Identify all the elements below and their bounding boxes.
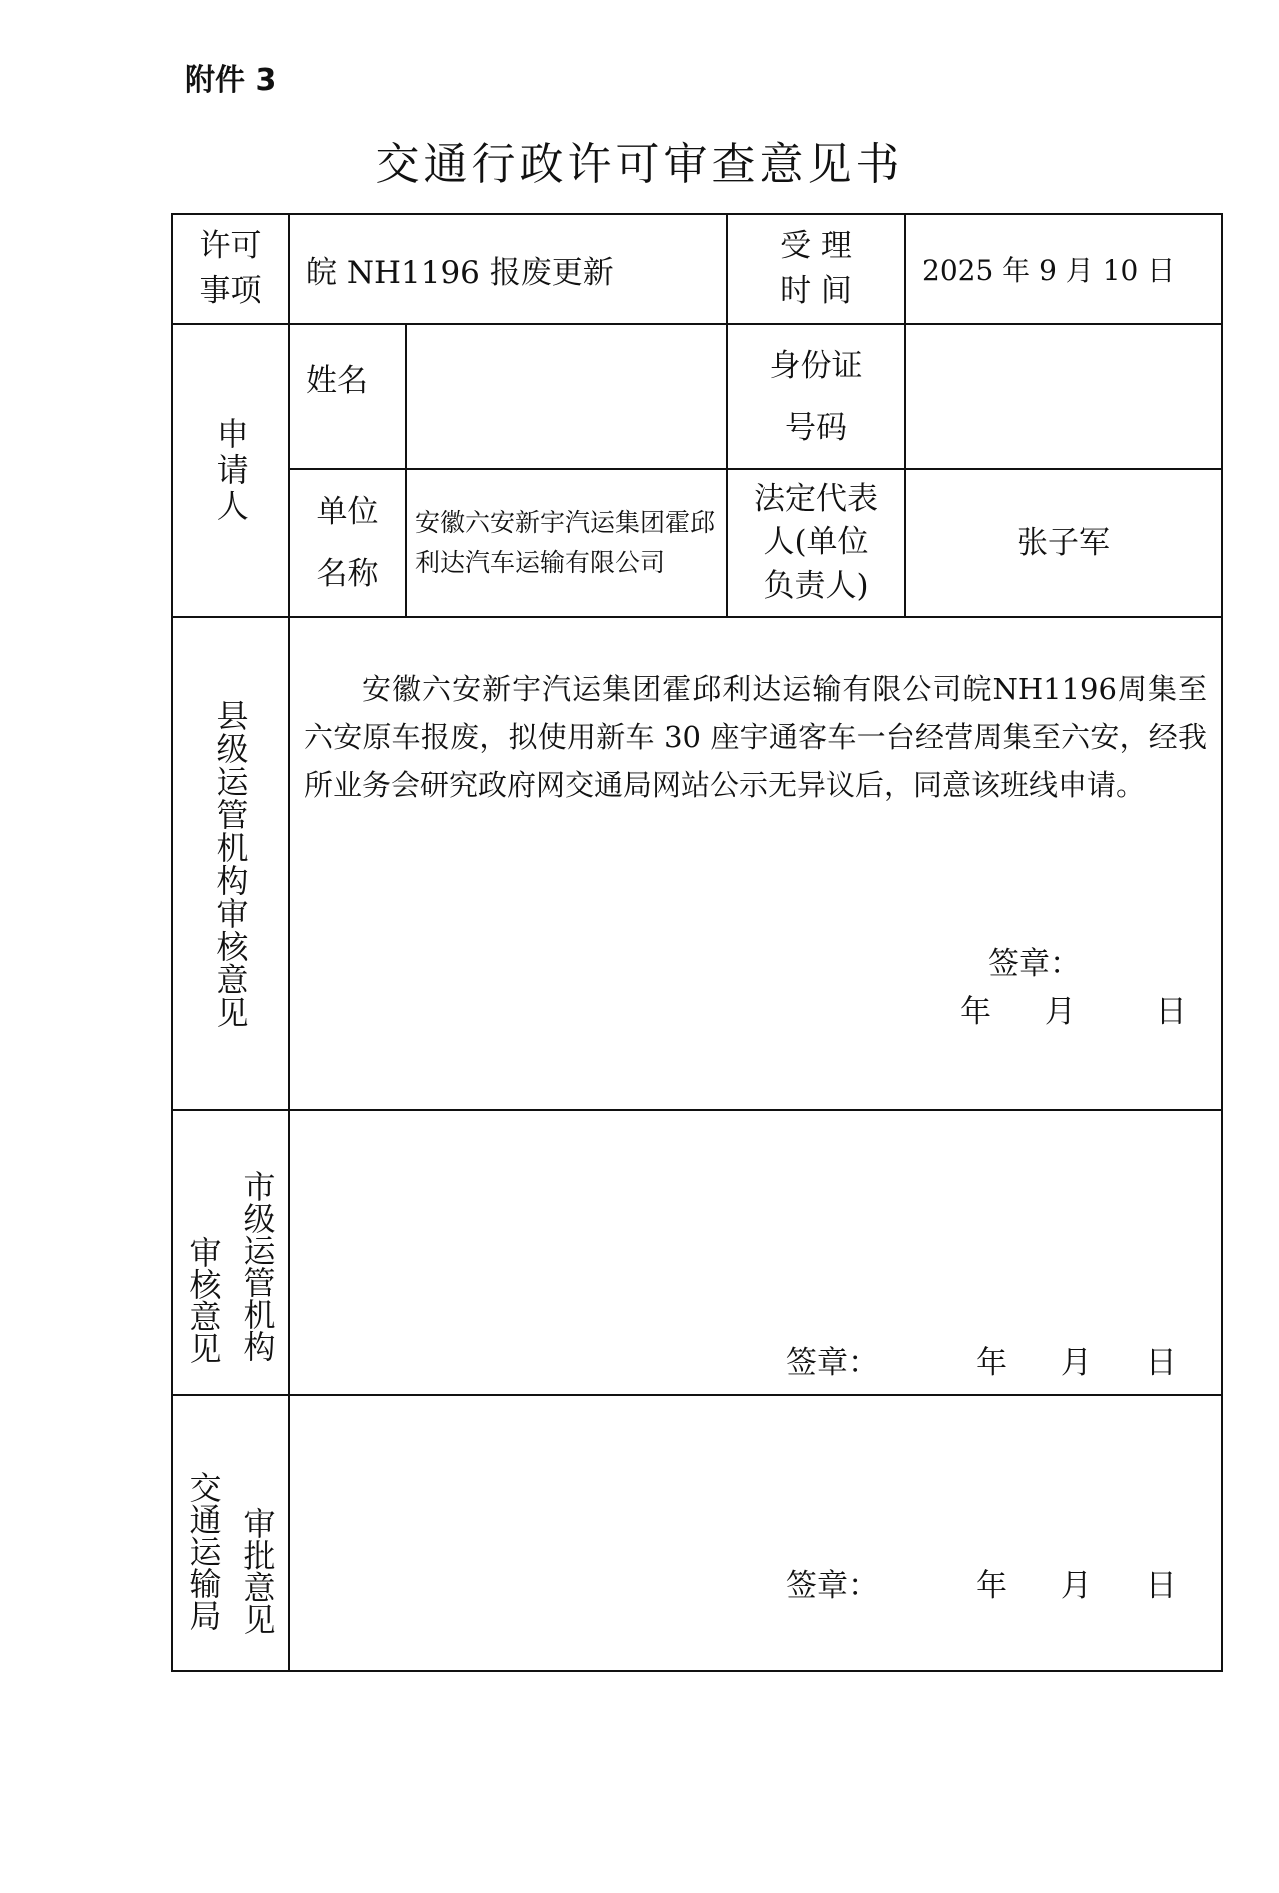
permit-item-value: 皖 NH1196 报废更新	[306, 254, 614, 291]
accept-time-label: 受 理 时 间	[780, 228, 852, 309]
city-month: 月	[1060, 1345, 1092, 1381]
bureau-sign-label: 签章：	[786, 1568, 879, 1604]
bureau-month: 月	[1060, 1568, 1092, 1604]
row-bureau-approval	[172, 1395, 1222, 1671]
city-day: 日	[1145, 1345, 1177, 1381]
bureau-label-cell	[172, 1395, 289, 1671]
bureau-year: 年	[976, 1568, 1007, 1604]
unit-value: 安徽六安新宇汽运集团霍邱利达汽车运输有限公司	[415, 508, 716, 577]
review-form-table	[171, 213, 1223, 1672]
city-opinion-cell	[289, 1110, 1222, 1395]
id-label: 身份证 号码	[769, 347, 863, 446]
county-year: 年	[960, 994, 991, 1030]
accept-time-label-cell	[727, 214, 905, 324]
rep-label: 法定代表 人(单位 负责人)	[754, 480, 879, 604]
bureau-date	[976, 1560, 1177, 1605]
accept-time-value-cell	[905, 214, 1222, 324]
county-date	[960, 986, 1187, 1031]
bureau-day: 日	[1145, 1568, 1177, 1604]
city-label-col1: 市级运管机构	[238, 1169, 277, 1362]
county-day: 日	[1155, 994, 1187, 1030]
permit-item-label-cell	[172, 214, 289, 324]
bureau-label-col1: 审批意见	[238, 1507, 277, 1635]
unit-value-cell	[406, 469, 727, 617]
document-title: 交通行政许可审查意见书	[375, 139, 904, 190]
county-label-cell	[172, 617, 289, 1110]
rep-value-cell	[905, 469, 1222, 617]
row-permit-item	[172, 214, 1222, 324]
bureau-label-col2: 交通运输局	[184, 1471, 223, 1631]
accept-time-value: 2025 年 9 月 10 日	[922, 254, 1176, 287]
unit-label-cell	[289, 469, 406, 617]
row-applicant-name	[172, 324, 1222, 469]
permit-item-label: 许可 事项	[199, 228, 262, 309]
city-label-col2: 审核意见	[184, 1235, 223, 1364]
name-value-cell	[406, 324, 727, 469]
applicant-label: 申请人	[211, 416, 250, 525]
rep-label-cell	[727, 469, 905, 617]
id-value-cell	[905, 324, 1222, 469]
attachment-label: 附件 3	[185, 63, 277, 98]
county-sign-label: 签章：	[988, 946, 1081, 982]
city-sign-label: 签章：	[786, 1345, 879, 1381]
city-date	[976, 1337, 1177, 1382]
id-label-cell	[727, 324, 905, 469]
bureau-approval-cell	[289, 1395, 1222, 1671]
name-label-cell	[289, 324, 406, 469]
row-city-opinion	[172, 1110, 1222, 1395]
row-applicant-unit	[172, 469, 1222, 617]
applicant-label-cell	[172, 324, 289, 617]
name-label: 姓名	[306, 363, 368, 399]
row-county-opinion	[172, 617, 1222, 1110]
county-month: 月	[1044, 994, 1076, 1030]
county-label: 县级运管机构审核意见	[211, 698, 250, 1029]
permit-item-value-cell	[289, 214, 727, 324]
city-label-cell	[172, 1110, 289, 1395]
county-opinion-text: 安徽六安新宇汽运集团霍邱利达运输有限公司皖NH1196周集至六安原车报废，拟使用新车 30 座宇通客车一台经营周集至六安，经我所业务会研究政府网交通局网站公示无异议后，同意该班线申请。	[304, 672, 1208, 802]
unit-label: 单位 名称	[316, 494, 379, 592]
county-opinion-cell	[289, 617, 1222, 1110]
city-year: 年	[976, 1345, 1007, 1381]
rep-value: 张子军	[1017, 524, 1111, 561]
